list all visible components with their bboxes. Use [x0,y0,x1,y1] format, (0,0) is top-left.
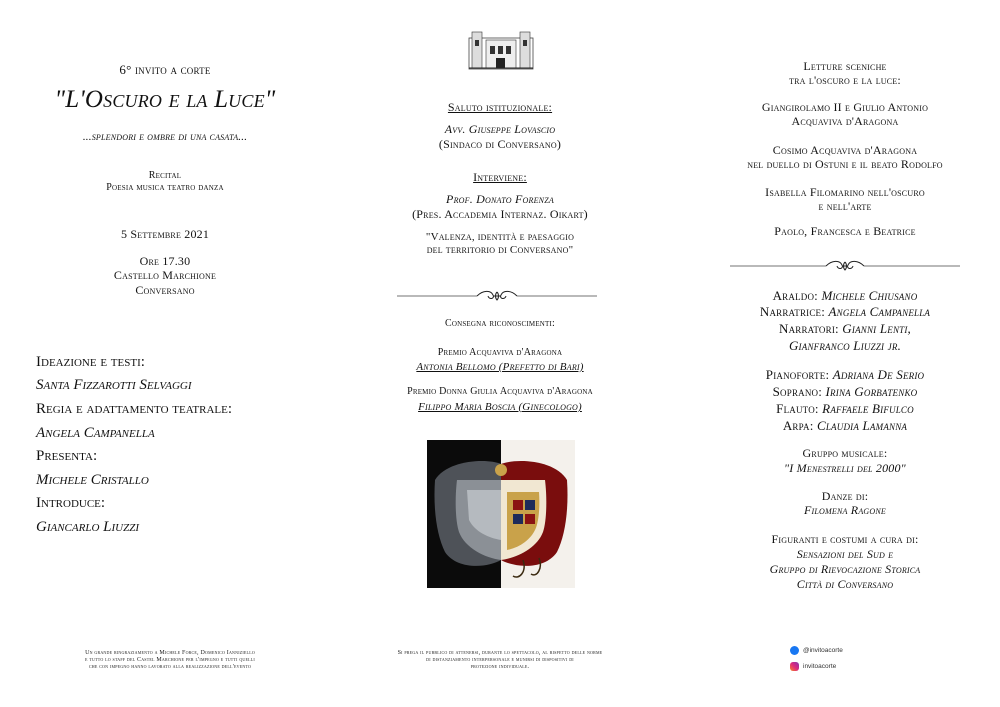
event-place: Castello Marchione [113,268,217,282]
narratrice-label: Narratrice: [759,304,826,319]
center-column [335,0,665,707]
facebook-icon [790,646,799,655]
genre-line-1: Recital [148,170,182,181]
lettura-3-line-1: Isabella Filomarino nell'oscuro [765,185,925,199]
credit-name-introduce: Giancarlo Liuzzi [36,519,139,535]
gruppo-label: Gruppo musicale: [802,446,888,460]
soprano-line [690,384,1000,399]
footer-thanks-line-3: che con impegno hanno lavorato alla realizzazione dell'evento [88,664,252,670]
lettura-1-line-2: Acquaviva d'Aragona [791,114,899,128]
footer-notice [335,650,665,671]
figuranti-label: Figuranti e costumi a cura di: [771,532,919,546]
footer-notice-line-3: protezione individuale. [470,664,530,670]
narratori-line [690,321,1000,336]
danze-name: Filomena Ragone [804,503,886,517]
premio1-name: Antonia Bellomo (Prefetto di Bari) [416,361,584,373]
event-city: Conversano [135,283,195,297]
pianoforte-line [690,367,1000,382]
social-facebook[interactable] [790,646,843,655]
credit-label-introduce: Introduce: [36,495,106,511]
gruppo-name: "I Menestrelli del 2000" [784,461,906,475]
narratori-name-1: Gianni Lenti, [842,321,911,336]
saluto-role: (Sindaco di Conversano) [438,137,562,151]
narratrice-name: Angela Campanella [828,304,931,319]
credit-name-presenta: Michele Cristallo [36,472,149,488]
flauto-name: Raffaele Bifulco [822,401,914,416]
social-instagram[interactable] [790,662,836,671]
event-subtitle: ...splendori e ombre di una casata... [82,131,248,143]
soprano-name: Irina Gorbatenko [825,384,918,399]
flourish-divider-icon [397,289,597,303]
left-column [0,0,330,707]
premio2-name: Filippo Maria Boscia (Ginecologo) [418,401,582,413]
danze-label: Danze di: [821,489,869,503]
instagram-icon [790,662,799,671]
invito-number: 6° invito a corte [119,62,211,77]
footer-thanks-line-1: Un grande ringraziamento a Michele Force, Domenico Ianniziello [85,650,255,656]
credit-label-presenta: Presenta: [36,448,98,464]
pianoforte-name: Adriana De Serio [832,367,925,382]
letture-title-line-1: Letture sceniche [803,59,887,73]
talk-title-line-1: "Valenza, identità e paesaggio [425,231,575,243]
figuranti-line-2: Gruppo di Rievocazione Storica [769,562,921,576]
credit-name-regia: Angela Campanella [36,425,155,441]
credit-name-ideazione: Santa Fizzarotti Selvaggi [36,377,192,393]
footer-notice-line-2: di distanziamento interpersonale e munirsi di dispositivi di [426,657,574,663]
figuranti-line-1: Sensazioni del Sud e [796,547,894,561]
interviene-label: Interviene: [473,170,527,184]
narratrice-line [690,304,1000,319]
pianoforte-label: Pianoforte: [765,367,830,382]
saluto-name: Avv. Giuseppe Lovascio [444,122,556,136]
soprano-label: Soprano: [772,384,823,399]
castle-logo [468,30,534,70]
talk-title-line-2: del territorio di Conversano" [426,244,574,256]
lettura-2-line-1: Cosimo Acquaviva d'Aragona [772,143,918,157]
interviene-name: Prof. Donato Forenza [446,192,554,206]
lettura-1-line-1: Giangirolamo II e Giulio Antonio [761,100,929,114]
premio1-label: Premio Acquaviva d'Aragona [437,347,563,358]
event-title: "L'Oscuro e la Luce" [54,86,276,113]
saluto-label: Saluto istituzionale: [447,100,553,114]
premio2-label: Premio Donna Giulia Acquaviva d'Aragona [407,386,593,397]
instagram-handle: invitoacorte [803,663,837,670]
arpa-line [690,418,1000,433]
coat-of-arms-icon [427,440,575,588]
flauto-line [690,401,1000,416]
narratori-name-2: Gianfranco Liuzzi jr. [788,338,902,353]
lettura-2-line-2: nel duello di Ostuni e il beato Rodolfo [747,157,943,171]
event-time: Ore 17.30 [139,254,191,268]
credit-label-regia: Regia e adattamento teatrale: [36,401,233,417]
araldo-label: Araldo: [772,288,818,303]
facebook-handle: @invitoacorte [803,647,843,654]
narratori-label: Narratori: [778,321,839,336]
consegna-label: Consegna riconoscimenti: [444,318,556,329]
arpa-label: Arpa: [782,418,814,433]
interviene-role: (Pres. Accademia Internaz. Oikart) [412,207,588,221]
flourish-divider-icon [730,259,960,273]
genre-line-2: Poesia musica teatro danza [106,182,224,193]
arpa-name: Claudia Lamanna [816,418,908,433]
figuranti-line-3: Città di Conversano [796,577,894,591]
araldo-line [690,288,1000,303]
lettura-4: Paolo, Francesca e Beatrice [774,224,916,238]
credit-label-ideazione: Ideazione e testi: [36,354,145,370]
event-date: 5 Settembre 2021 [120,227,210,241]
araldo-name: Michele Chiusano [821,288,918,303]
footer-notice-line-1: Si prega il pubblico di attenersi, durante lo spettacolo, al rispetto delle norme [397,650,603,656]
letture-title-line-2: tra l'oscuro e la luce: [789,73,901,87]
flauto-label: Flauto: [776,401,819,416]
footer-thanks-line-2: e tutto lo staff del Castel Marchione per l'impegno e tutti quelli [85,657,255,663]
footer-thanks [20,650,320,671]
lettura-3-line-2: e nell'arte [818,199,872,213]
right-column [690,0,1000,707]
